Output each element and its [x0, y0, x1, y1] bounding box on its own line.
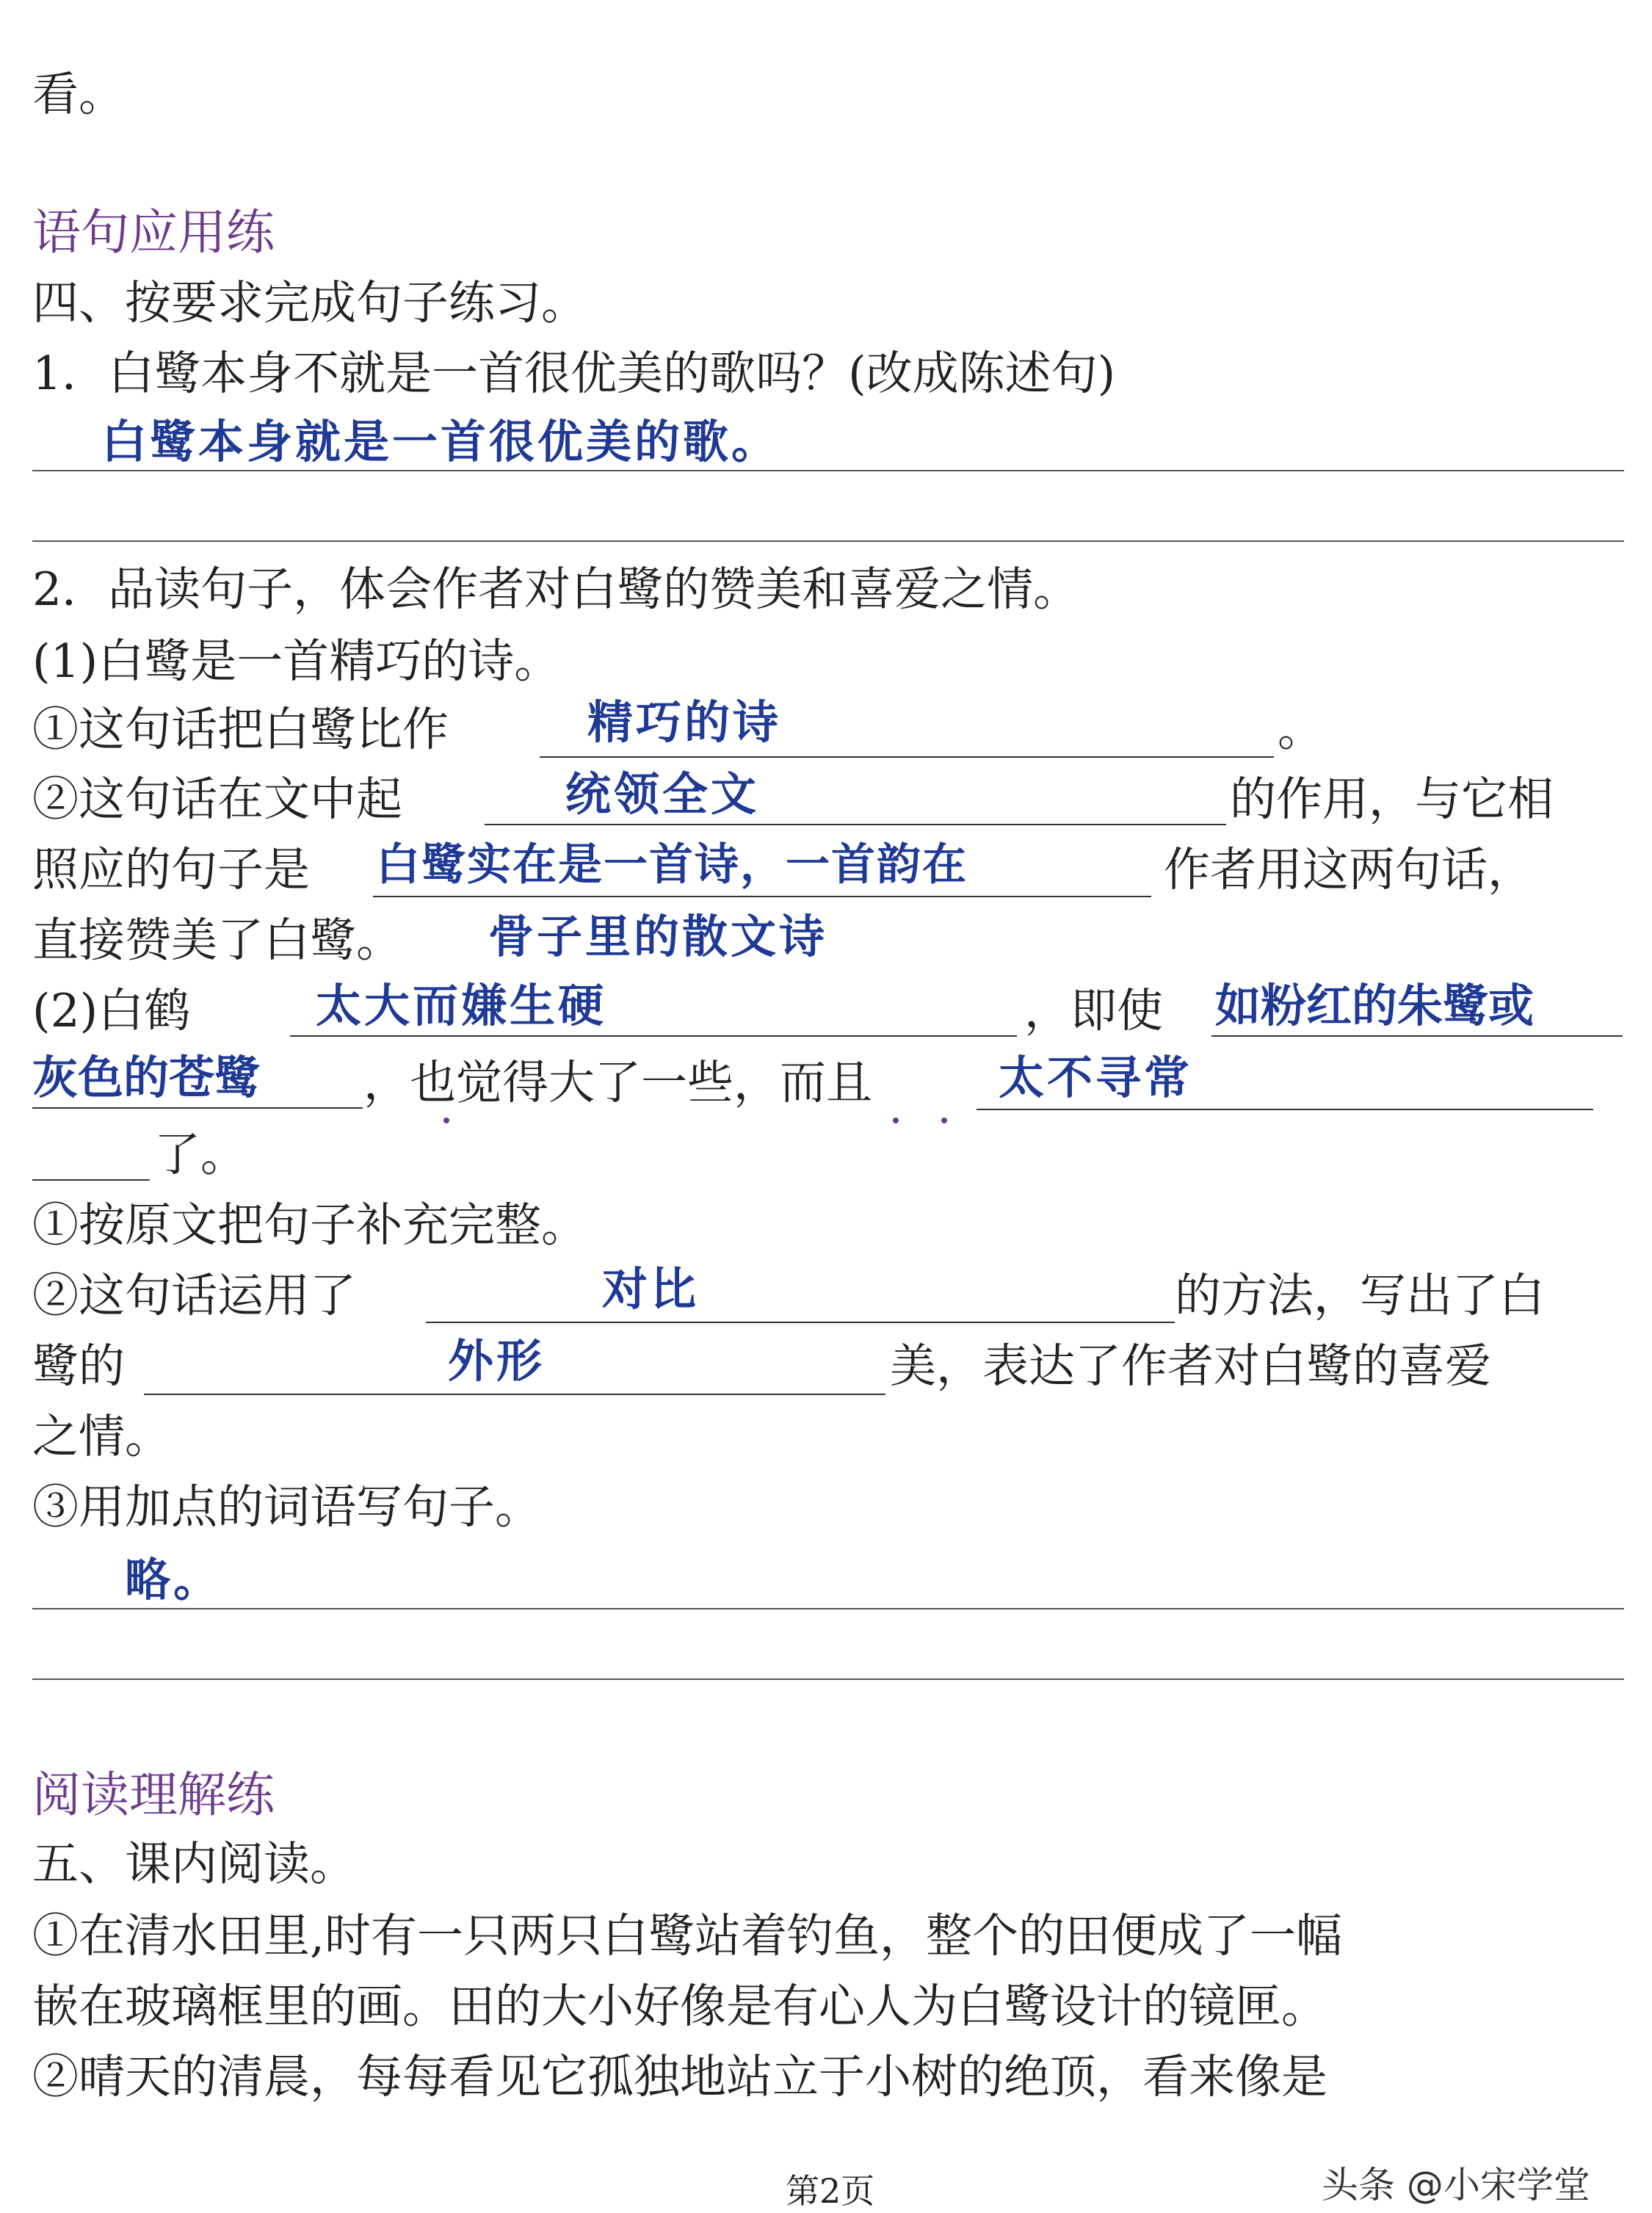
question-1: 1．白鹭本身不就是一首很优美的歌吗？(改成陈述句) [32, 347, 1116, 400]
reading-passage-line: 嵌在玻璃框里的画。田的大小好像是有心人为白鹭设计的镜匣。 [32, 1980, 1327, 2033]
q2-2-b-line2-suffix: 美，表达了作者对白鹭的喜爱 [890, 1339, 1491, 1393]
watermark: 头条 @小宋学堂 [1322, 2164, 1590, 2206]
q2-1-b-line2-prefix: 照应的句子是 [32, 843, 310, 897]
emphasis-dot [443, 1118, 449, 1123]
blank-line [290, 1035, 1017, 1037]
continued-text: 看。 [32, 68, 125, 121]
answer-q2-2-b-2: 外形 [448, 1334, 546, 1388]
q2-2-c: ③用加点的词语写句子。 [32, 1480, 541, 1534]
answer-q2-2-2b: 灰色的苍鹭 [32, 1051, 261, 1104]
answer-q2-2-3: 太不寻常 [999, 1051, 1193, 1104]
answer-q2-2-2: 如粉红的朱鹭或 [1215, 979, 1535, 1032]
q2-1-b-line3-prefix: 直接赞美了白鹭。 [32, 913, 402, 967]
section-title-sentence-practice: 语句应用练 [32, 204, 275, 261]
q2-1-b-line2-suffix: 作者用这两句话， [1164, 843, 1534, 897]
blank-line [32, 1179, 150, 1181]
answer-line [32, 1678, 1624, 1680]
q2-1-b-prefix: ②这句话在文中起 [32, 772, 402, 826]
q2-2-prefix: (2)白鹤 [32, 984, 191, 1037]
exercise-heading-5: 五、课内阅读。 [32, 1837, 356, 1891]
blank-line [485, 824, 1226, 825]
answer-q2-2-c: 略。 [125, 1553, 222, 1607]
answer-line [32, 470, 1624, 471]
q2-2-b-prefix: ②这句话运用了 [32, 1269, 356, 1322]
q2-2-b-line2-prefix: 鹭的 [32, 1339, 125, 1393]
page-number: 第2页 [786, 2171, 875, 2211]
q2-2-a: ①按原文把句子补充完整。 [32, 1198, 587, 1252]
blank-line [373, 896, 1151, 897]
q2-2-b-line3: 之情。 [32, 1410, 171, 1463]
q2-2-mid2: ，也觉得大了一些，而且 [363, 1056, 872, 1109]
q2-2-b-suffix: 的方法，写出了白 [1175, 1269, 1545, 1322]
section-title-reading: 阅读理解练 [32, 1767, 275, 1823]
answer-q2-1-a: 精巧的诗 [587, 695, 782, 749]
answer-line [32, 540, 1624, 542]
q2-1-a-suffix: 。 [1278, 703, 1324, 756]
exercise-heading-4: 四、按要求完成句子练习。 [32, 276, 587, 330]
answer-q2-1-b: 统领全文 [565, 767, 760, 821]
blank-line [144, 1394, 885, 1395]
blank-line [540, 756, 1274, 758]
answer-q2-1-b-sentence: 白鹭实在是一首诗，一首韵在 [376, 839, 968, 891]
question-2: 2．品读句子，体会作者对白鹭的赞美和喜爱之情。 [32, 562, 1080, 616]
reading-passage-line: ②晴天的清晨，每每看见它孤独地站立于小树的绝顶，看来像是 [32, 2050, 1327, 2104]
q2-2-end: 了。 [154, 1128, 247, 1181]
q2-1-a-prefix: ①这句话把白鹭比作 [32, 703, 449, 756]
blank-line [977, 1109, 1593, 1110]
answer-q2-1-b-sentence-end: 骨子里的散文诗 [488, 910, 828, 963]
answer-q2-2-1: 太大而嫌生硬 [316, 979, 607, 1032]
answer-line [32, 1608, 1624, 1609]
q2-1-b-suffix: 的作用，与它相 [1230, 772, 1554, 826]
question-2-part-1: (1)白鹭是一首精巧的诗。 [32, 634, 561, 688]
emphasis-dot [941, 1118, 947, 1123]
answer-q2-2-b: 对比 [602, 1262, 700, 1316]
blank-line [1211, 1035, 1623, 1037]
q2-2-mid: ，即使 [1024, 984, 1163, 1037]
blank-line [32, 1107, 363, 1109]
answer-1: 白鹭本身就是一首很优美的歌。 [101, 415, 780, 468]
reading-passage-line: ①在清水田里,时有一只两只白鹭站着钓鱼，整个的田便成了一幅 [32, 1909, 1343, 1963]
blank-line [426, 1322, 1175, 1323]
emphasis-dot [893, 1118, 899, 1123]
